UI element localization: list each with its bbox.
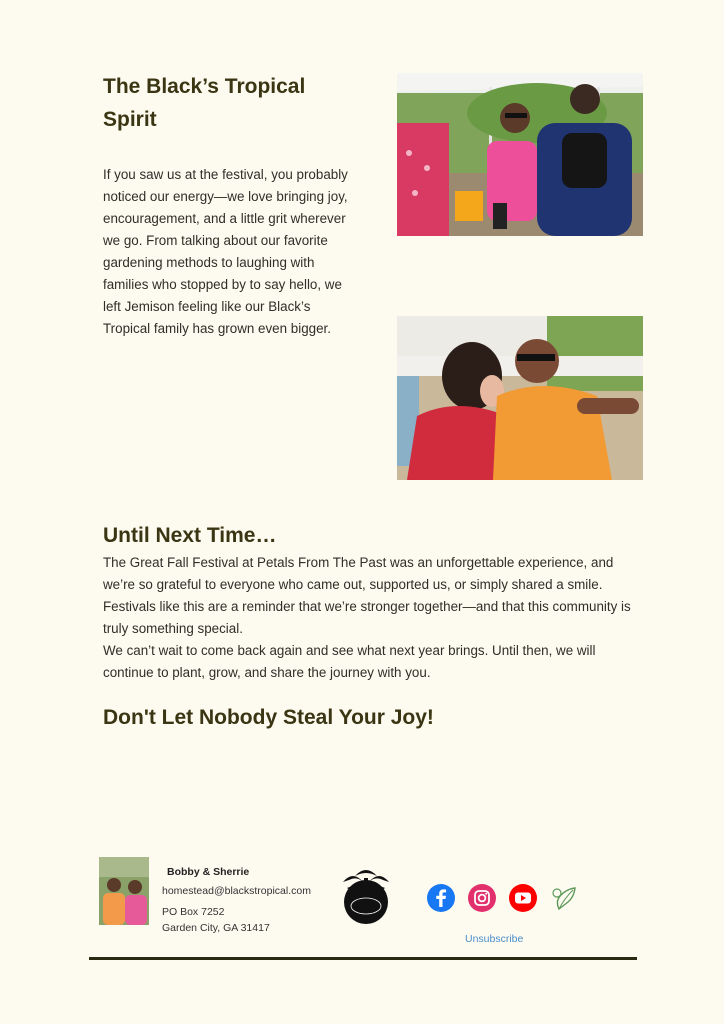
tagline: Don't Let Nobody Steal Your Joy! [103, 706, 434, 729]
until-body-text [103, 552, 643, 684]
section-title-until: Until Next Time… [103, 524, 277, 547]
leaf-icon[interactable] [549, 883, 579, 913]
section-title-spirit: The Black’s Tropical Spirit [103, 75, 306, 131]
brand-logo [335, 866, 397, 926]
instagram-icon[interactable] [467, 883, 497, 913]
footer-address-line-2: Garden City, GA 31417 [162, 922, 270, 934]
avatar [99, 857, 149, 925]
unsubscribe-link[interactable]: Unsubscribe [465, 933, 524, 945]
until-paragraph-1: The Great Fall Festival at Petals From The Past was an unforgettable experience, and we’re so grateful to everyone who came out, supported us, or simply shared a smile. Festivals like this are a reminder that we’re stronger together—and that this community is truly something special. [103, 555, 631, 636]
footer-address-line-1: PO Box 7252 [162, 906, 225, 918]
until-paragraph-2: We can’t wait to come back again and see what next year brings. Until then, we will continue to plant, grow, and share the journey with you. [103, 643, 596, 680]
facebook-icon[interactable] [426, 883, 456, 913]
spirit-body-text: If you saw us at the festival, you probably noticed our energy—we love bringing joy, encouragement, and a little grit wherever we go. From talking about our favorite gardening methods to laughing with families who stopped by to say hello, we left Jemison feeling like our Black’s Tropical family has grown even bigger. [103, 167, 348, 336]
festival-photo-crowd [397, 73, 643, 236]
footer-email-link[interactable]: homestead@blackstropical.com [162, 885, 311, 897]
festival-photo-conversation [397, 316, 643, 480]
footer-name: Bobby & Sherrie [167, 866, 250, 878]
footer-divider [89, 957, 637, 960]
youtube-icon[interactable] [508, 883, 538, 913]
